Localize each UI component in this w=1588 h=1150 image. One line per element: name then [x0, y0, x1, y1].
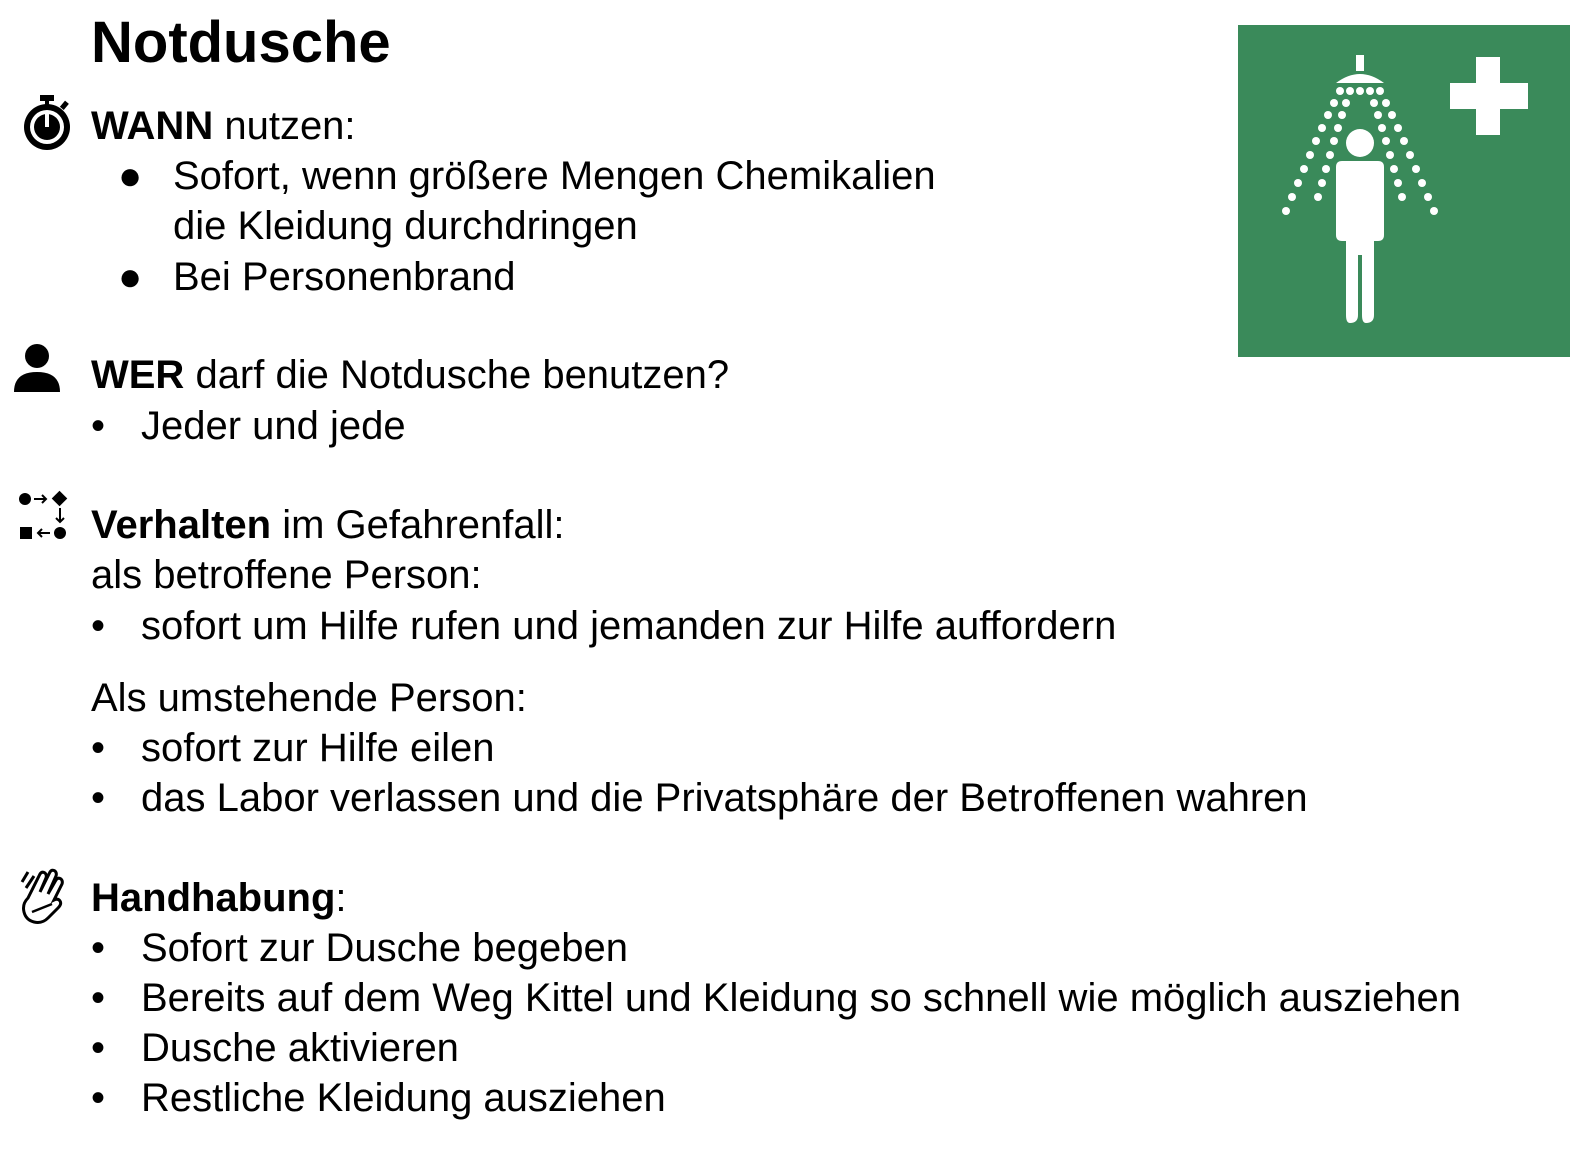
bullet-icon: •	[91, 776, 106, 820]
shower-person-icon	[1238, 25, 1570, 357]
bullet-icon: •	[91, 1076, 106, 1120]
list-item: sofort um Hilfe rufen und jemanden zur Hilfe auffordern	[141, 604, 1117, 648]
page-title: Notdusche	[91, 10, 391, 75]
list-item: Restliche Kleidung ausziehen	[141, 1076, 666, 1120]
list-item: sofort zur Hilfe eilen	[141, 726, 495, 770]
wer-heading-rest: darf die Notdusche benutzen?	[184, 353, 730, 397]
wann-heading-rest: nutzen:	[213, 104, 356, 148]
emergency-shower-sign	[1238, 25, 1570, 357]
bullet-icon: ●	[118, 255, 143, 299]
list-item: Jeder und jede	[141, 404, 406, 448]
bullet-icon: •	[91, 604, 106, 648]
verhalten-heading	[91, 500, 565, 550]
handhabung-heading-rest: :	[335, 876, 347, 920]
verhalten-heading-bold: Verhalten	[91, 503, 272, 547]
bullet-icon: •	[91, 726, 106, 770]
bullet-icon: •	[91, 404, 106, 448]
wer-heading-bold: WER	[91, 353, 185, 397]
verhalten-heading-rest: im Gefahrenfall:	[271, 503, 565, 547]
flowchart-icon	[18, 490, 70, 542]
list-item: Bei Personenbrand	[173, 255, 516, 299]
handhabung-heading	[91, 873, 347, 923]
person-icon	[12, 342, 62, 394]
list-item: die Kleidung durchdringen	[173, 204, 638, 248]
bullet-icon: •	[91, 1026, 106, 1070]
handhabung-heading-bold: Handhabung	[91, 876, 336, 920]
subheading-affected-person: als betroffene Person:	[91, 553, 482, 597]
list-item: das Labor verlassen und die Privatsphäre der Betroffenen wahren	[141, 776, 1308, 820]
list-item: Bereits auf dem Weg Kittel und Kleidung so schnell wie möglich ausziehen	[141, 976, 1461, 1020]
stopwatch-icon	[20, 93, 74, 153]
bullet-icon: •	[91, 976, 106, 1020]
list-item: Sofort, wenn größere Mengen Chemikalien	[173, 154, 936, 198]
list-item: Sofort zur Dusche begeben	[141, 926, 628, 970]
list-item: Dusche aktivieren	[141, 1026, 459, 1070]
bullet-icon: •	[91, 926, 106, 970]
wann-heading	[91, 101, 356, 151]
wer-heading	[91, 350, 729, 400]
subheading-bystander: Als umstehende Person:	[91, 676, 527, 720]
hands-icon	[18, 868, 70, 928]
bullet-icon: ●	[118, 154, 143, 198]
wann-heading-bold: WANN	[91, 104, 214, 148]
